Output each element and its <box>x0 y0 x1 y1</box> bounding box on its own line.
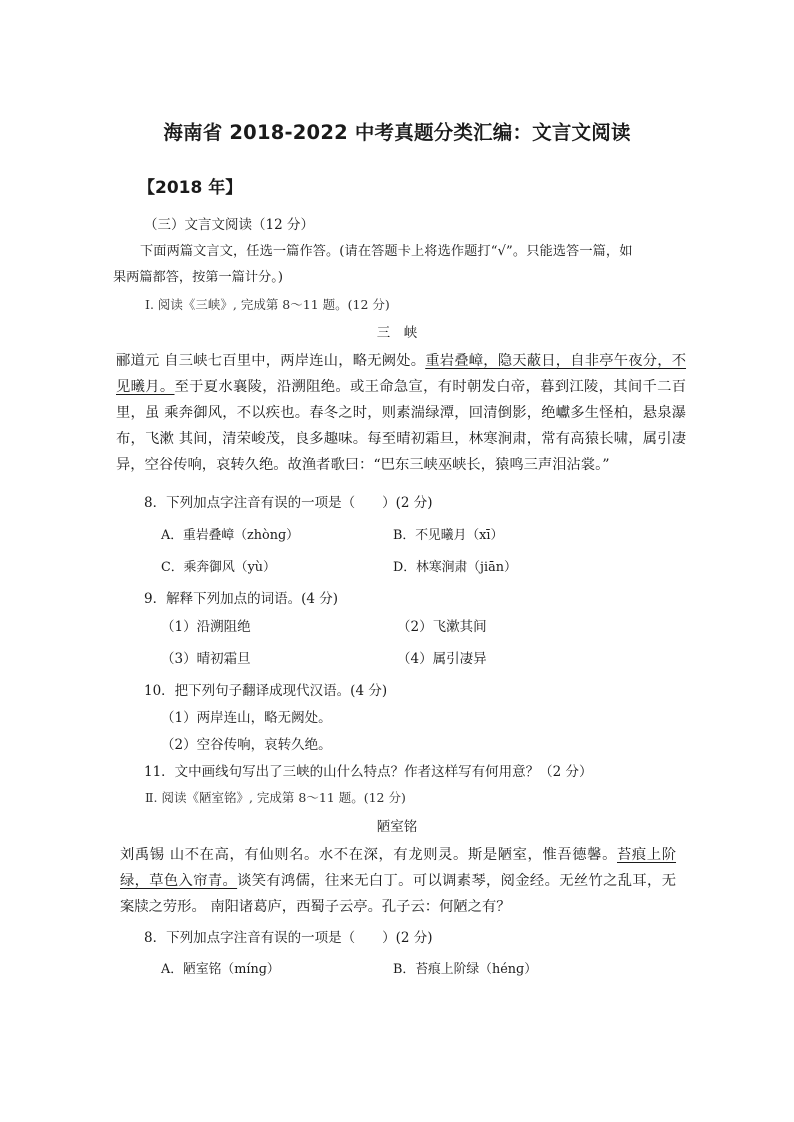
part1-q11-stem: 11．文中画线句写出了三峡的山什么特点？作者这样写有何用意？（2 分） <box>144 764 593 780</box>
year-heading: 【2018 年】 <box>138 178 243 198</box>
part2-q8-option-a: A．陋室铭（mínɡ） <box>161 962 280 977</box>
part1-q10-stem: 10．把下列句子翻译成现代汉语。(4 分) <box>144 683 388 699</box>
part2-underlined-sentence: 苔痕上阶绿，草色入帘青。 <box>120 847 677 889</box>
part1-q9-item-2: （2）飞漱其间 <box>397 619 487 635</box>
part1-q8-option-b: B．不见曦月（xī） <box>393 528 504 543</box>
part1-passage <box>116 348 686 478</box>
part1-title: 三 峡 <box>376 325 418 341</box>
part1-q10-item-2: （2）空谷传响，哀转久绝。 <box>161 737 332 753</box>
instruction-line-1: 下面两篇文言文，任选一篇作答。(请在答题卡上将选作题打“√”。只能选答一篇，如 <box>140 244 633 259</box>
part1-passage-p1: 郦道元 自三峡七百里中，两岸连山，略无阙处。 <box>116 353 426 369</box>
part2-passage-p2: 谈笑有鸿儒，往来无白丁。可以调素琴，阅金经。无丝竹之乱耳，无案牍之劳形。 南阳诸葛庐，西蜀子云亭。孔子云：何陋之有？ <box>120 873 676 915</box>
part1-q10-item-1: （1）两岸连山，略无阙处。 <box>161 710 332 726</box>
part1-q8-option-d: D．林寒涧肃（jiān） <box>393 560 517 575</box>
part2-q8-stem: 8．下列加点字注音有误的一项是（ ）(2 分) <box>144 930 433 946</box>
instruction-line-2: 果两篇都答，按第一篇计分。) <box>113 270 283 285</box>
part1-q8-stem: 8．下列加点字注音有误的一项是（ ）(2 分) <box>144 495 433 511</box>
part1-underlined-sentence: 重岩叠嶂，隐天蔽日，自非亭午夜分，不见曦月。 <box>116 353 687 395</box>
part2-title: 陋室铭 <box>376 819 418 835</box>
part1-q8-option-c: C．乘奔御风（yù） <box>161 560 276 575</box>
part1-intro: Ⅰ. 阅读《三峡》, 完成第 8～11 题。(12 分) <box>145 297 390 312</box>
part2-q8-option-b: B．苔痕上阶绿（hénɡ） <box>393 962 538 977</box>
part1-q8-option-a: A．重岩叠嶂（zhònɡ） <box>161 528 299 543</box>
part2-passage-p1: 刘禹锡 山不在高，有仙则名。水不在深，有龙则灵。斯是陋室，惟吾德馨。 <box>120 847 617 863</box>
part1-q9-stem: 9．解释下列加点的词语。(4 分) <box>144 591 339 607</box>
part1-q9-item-3: （3）晴初霜旦 <box>161 651 251 667</box>
part1-passage-p2: 至于夏水襄陵，沿溯阻绝。或王命急宣，有时朝发白帝，暮到江陵，其间千二百里，虽 乘奔御风，不以疾也。春冬之时，则素湍绿潭，回清倒影，绝巘多生怪柏，悬泉瀑布，飞漱 其间，清荣峻茂，良多趣味。每至晴初霜旦，林寒涧肃，常有高猿长啸，属引凄异，空谷传响，哀转久绝。故渔者歌曰：“巴东三峡巫峡长，猿鸣三声泪沾裳。” <box>116 379 687 473</box>
part2-intro: Ⅱ. 阅读《陋室铭》, 完成第 8～11 题。(12 分) <box>145 790 406 805</box>
section-heading: （三）文言文阅读（12 分） <box>144 217 314 233</box>
document-title: 海南省 2018-2022 中考真题分类汇编：文言文阅读 <box>163 121 631 144</box>
part1-q9-item-1: （1）沿溯阻绝 <box>161 619 251 635</box>
part1-q9-item-4: （4）属引凄异 <box>397 651 487 667</box>
part2-passage <box>120 842 676 920</box>
